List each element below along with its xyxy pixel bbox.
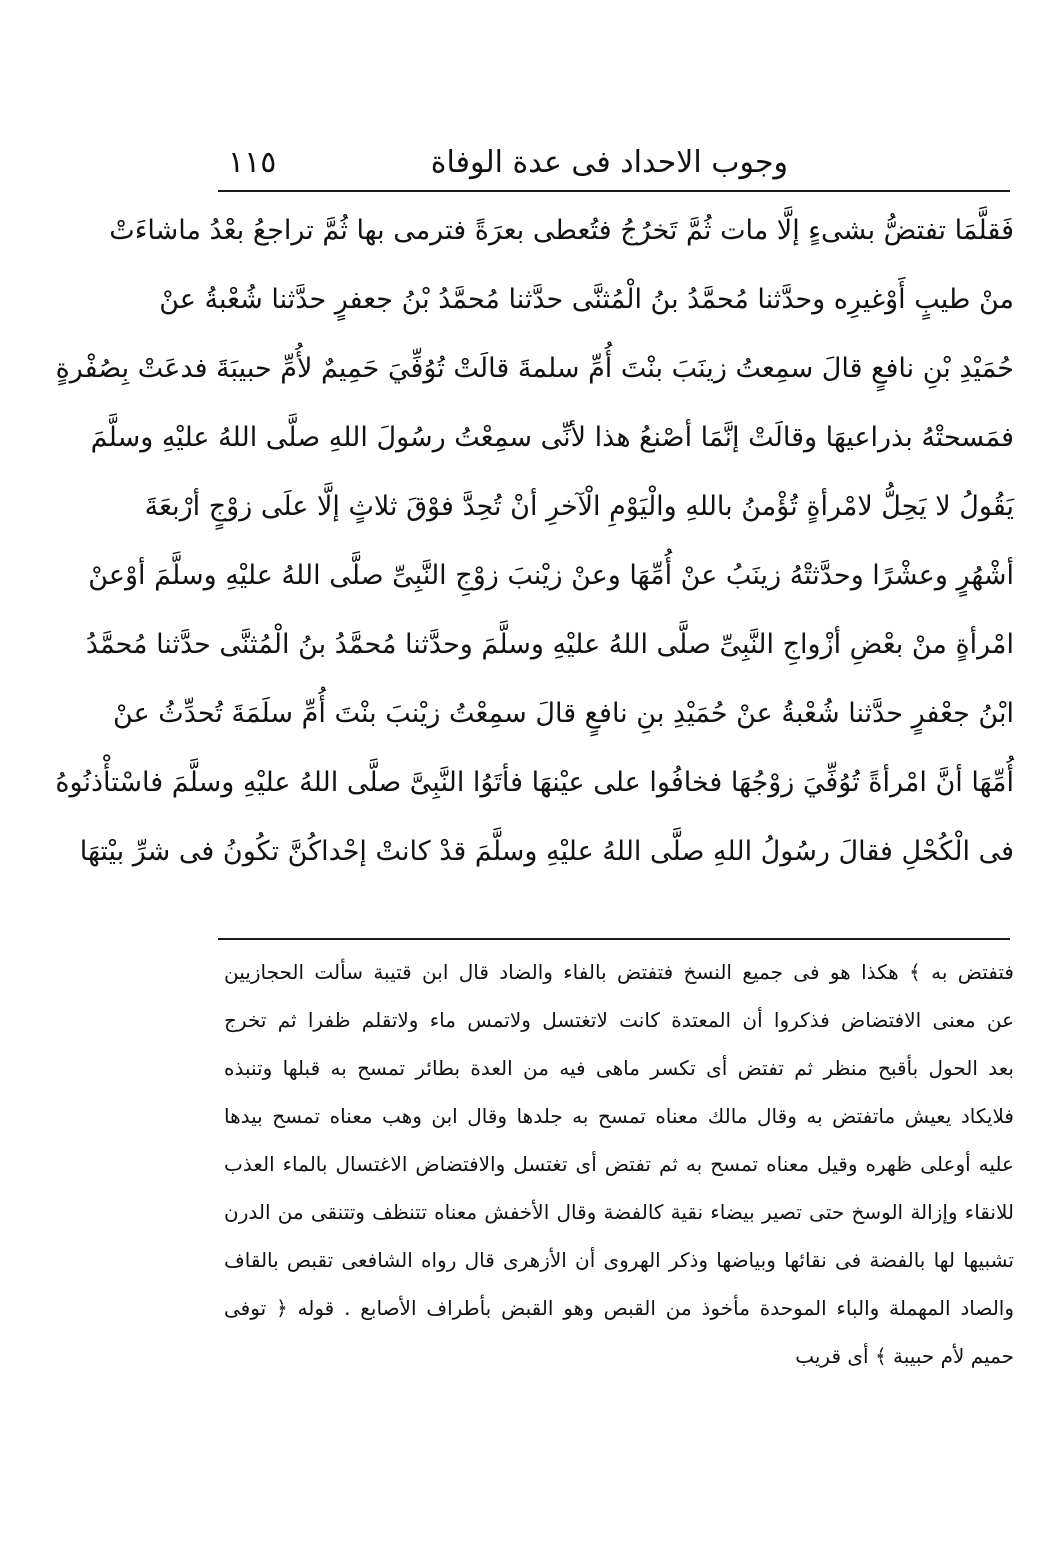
commentary-line: للانقاء وإزالة الوسخ حتى تصير بيضاء نقية كالفضة وقال الأخفش معناه تتنظف وتتنقى من الدرن: [224, 1200, 1014, 1224]
commentary-line: عليه أوعلى ظهره وقيل معناه تمسح به ثم تفتض أى تغتسل والافتضاض الاغتسال بالماء العذب: [224, 1152, 1014, 1176]
text-line: يَقُولُ لا يَحِلُّ لامْرأةٍ تُؤْمنُ باللهِ والْيَوْمِ الْآخرِ أنْ تُحِدَّ فوْقَ ثلاثٍ إلَّا علَى زوْجٍ أرْبعَةَ: [144, 491, 1014, 522]
text-line: حُمَيْدِ بْنِ نافعٍ قالَ سمِعتُ زينَبَ بنْتَ أُمِّ سلمةَ قالَتْ تُوُفِّيَ حَمِيمٌ لأُمِّ حبيبَةَ فدعَتْ بِصُفْرةٍ: [55, 353, 1014, 384]
commentary-line: فلايكاد يعيش ماتفتض به وقال مالك معناه تمسح به جلدها وقال ابن وهب معناه تمسح بيدها: [224, 1104, 1014, 1128]
text-line: امْرأةٍ منْ بعْضِ أزْواجِ النَّبِىِّ صلَّى اللهُ عليْهِ وسلَّمَ وحدَّثنا مُحمَّدُ بنُ الْمُثنَّى حدَّثنا مُحمَّدُ: [85, 629, 1014, 660]
footnote-separator: [218, 938, 1010, 940]
commentary-line: والصاد المهملة والباء الموحدة مأخوذ من القبص وهو القبض بأطراف الأصابع . قوله ﴿ توفى: [224, 1296, 1014, 1320]
page-header: [228, 138, 788, 188]
text-line: فَقلَّمَا تفتضُّ بشىءٍ إلَّا مات ثُمَّ تَخرُجُ فتُعطى بعرَةً فترمى بها ثُمَّ تراجعُ بعْدُ ماشاءَتْ: [109, 215, 1014, 246]
running-title: وجوب الاحداد فى عدة الوفاة: [430, 145, 788, 180]
text-line: فى الْكُحْلِ فقالَ رسُولُ اللهِ صلَّى اللهُ عليْهِ وسلَّمَ قدْ كانتْ إحْداكُنَّ تكُونُ فى شرِّ بيْتهَا: [79, 836, 1014, 867]
commentary-line: تشبيها لها بالفضة فى نقائها وبياضها وذكر الهروى أن الأزهرى قال رواه الشافعى تقبص بالقاف: [224, 1248, 1014, 1272]
text-line: فمَسحتْهُ بذراعيهَا وقالَتْ إنَّمَا أصْنعُ هذا لأنِّى سمِعْتُ رسُولَ اللهِ صلَّى اللهُ عليْهِ وسلَّمَ: [90, 422, 1014, 453]
text-line: ابْنُ جعْفرٍ حدَّثنا شُعْبةُ عنْ حُمَيْدِ بنِ نافعٍ قالَ سمِعْتُ زيْنبَ بنْتَ أُمِّ سلَمَةَ تُحدِّثُ عنْ: [113, 698, 1014, 729]
main-text: [55, 196, 1014, 886]
commentary: [224, 948, 1014, 1380]
text-line: أُمِّهَا أنَّ امْرأةً تُوُفِّيَ زوْجُهَا فخافُوا على عيْنهَا فأتَوُا النَّبِىَّ صلَّى اللهُ عليْهِ وسلَّمَ فاسْتأْذنُوهُ: [55, 767, 1014, 798]
text-line: أشْهُرٍ وعشْرًا وحدَّثتْهُ زينَبُ عنْ أُمِّهَا وعنْ زيْنبَ زوْجِ النَّبِىِّ صلَّى اللهُ عليْهِ وسلَّمَ أوْعنْ: [88, 560, 1014, 591]
header-rule: [218, 190, 1010, 192]
commentary-line: حميم لأم حبيبة ﴾ أى قريب: [795, 1344, 1014, 1368]
commentary-line: بعد الحول بأقبح منظر ثم تفتض أى تكسر ماهى فيه من العدة بطائر تمسح به قبلها وتنبذه: [224, 1056, 1014, 1080]
page-number: ١١٥: [228, 145, 277, 180]
commentary-line: عن معنى الافتضاض فذكروا أن المعتدة كانت لاتغتسل ولاتمس ماء ولاتقلم ظفرا ثم تخرج: [224, 1008, 1014, 1032]
text-line: منْ طيبٍ أَوْغيرِه وحدَّثنا مُحمَّدُ بنُ الْمُثنَّى حدَّثنا مُحمَّدُ بْنُ جعفرٍ حدَّثنا شُعْبةُ عنْ: [159, 284, 1014, 315]
commentary-line: فتفتض به ﴾ هكذا هو فى جميع النسخ فتفتض بالفاء والضاد قال ابن قتيبة سألت الحجازيين: [224, 960, 1014, 984]
